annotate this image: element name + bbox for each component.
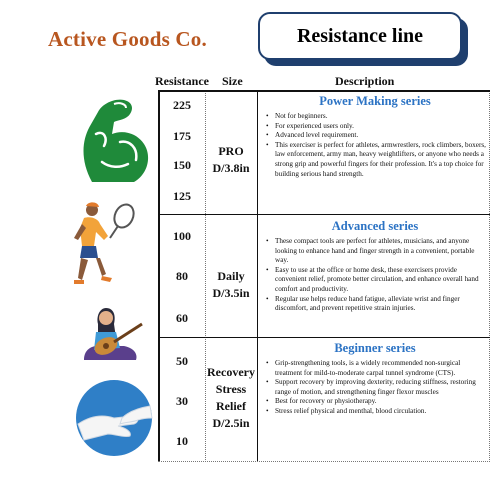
- flexed-arm-icon: [74, 90, 154, 190]
- list-item: • Grip-strengthening tools, is a widely recommended non-surgical treatment for mild-to-moderate carpal tunnel syndrome (CTS).: [271, 359, 488, 378]
- resistance-value: 225: [173, 98, 191, 112]
- description-power: [262, 94, 488, 179]
- list-item: • These compact tools are perfect for athletes, musicians, and anyone looking to enhance hand and finger strength in a convenient, portable way.: [271, 237, 488, 266]
- section-divider: [158, 214, 490, 215]
- description-beginner: [262, 341, 488, 417]
- list-item: • Advanced level requirement.: [271, 131, 488, 141]
- section-divider: [158, 337, 490, 338]
- size-label: [205, 364, 257, 432]
- size-line: Stress: [215, 382, 247, 396]
- size-line: Relief: [216, 399, 246, 413]
- list-item: • Not for beginners.: [271, 112, 488, 122]
- resistance-value: 10: [176, 434, 188, 448]
- series-title: Advanced series: [331, 219, 419, 233]
- resistance-value: 30: [176, 394, 188, 408]
- series-title: Beginner series: [334, 341, 416, 355]
- resistance-value: 150: [173, 158, 191, 172]
- size-label: [205, 268, 257, 302]
- size-line: D/3.5in: [212, 286, 250, 300]
- guitar-player-icon: [76, 302, 146, 362]
- size-line: D/3.8in: [212, 161, 250, 175]
- table-divider: [257, 90, 258, 462]
- hand-massage-icon: [74, 378, 154, 458]
- resistance-value: 125: [173, 189, 191, 203]
- list-item: • Best for recovery or physiotherapy.: [271, 397, 488, 407]
- size-label: [205, 143, 257, 177]
- list-item: • For experienced users only.: [271, 122, 488, 132]
- size-line: D/2.5in: [212, 416, 250, 430]
- brand-name: Active Goods Co.: [48, 27, 207, 51]
- header-resistance: Resistance: [155, 74, 209, 88]
- list-item: • Easy to use at the office or home desk, these exercisers provide convenient relief, promote better circulation, and enhance overall hand comfort and productivity.: [271, 266, 488, 295]
- list-item: • Stress relief physical and menthal, blood circulation.: [271, 407, 488, 417]
- table-bottom-border: [158, 461, 490, 462]
- resistance-value: 60: [176, 311, 188, 325]
- table-right-border: [489, 90, 490, 462]
- resistance-value: 100: [173, 229, 191, 243]
- page-title: Resistance line: [258, 12, 462, 60]
- list-item: • This exerciser is perfect for athletes, armwrestlers, rock climbers, boxers, law enforcement, army man, heavy weightlifters, or anyone who needs a strong grip and powerful fingers for their profession. It's a top choice for building serious hand strength.: [271, 141, 488, 179]
- header-size: Size: [222, 74, 243, 88]
- size-line: Daily: [217, 269, 245, 283]
- size-line: PRO: [218, 144, 244, 158]
- list-item: • Support recovery by improving dexterity, reducing stiffness, restoring range of motion, and strengthening finger flexor muscles: [271, 378, 488, 397]
- resistance-value: 80: [176, 269, 188, 283]
- tennis-player-icon: [72, 198, 136, 298]
- header-description: Description: [335, 74, 395, 88]
- series-title: Power Making series: [319, 94, 431, 108]
- size-line: Recovery: [207, 365, 255, 379]
- description-advanced: [262, 219, 488, 314]
- list-item: • Regular use helps reduce hand fatigue, alleviate wrist and finger discomfort, and prevent repetitive strain injuries.: [271, 295, 488, 314]
- resistance-value: 50: [176, 354, 188, 368]
- resistance-value: 175: [173, 129, 191, 143]
- table-top-border: [158, 90, 490, 92]
